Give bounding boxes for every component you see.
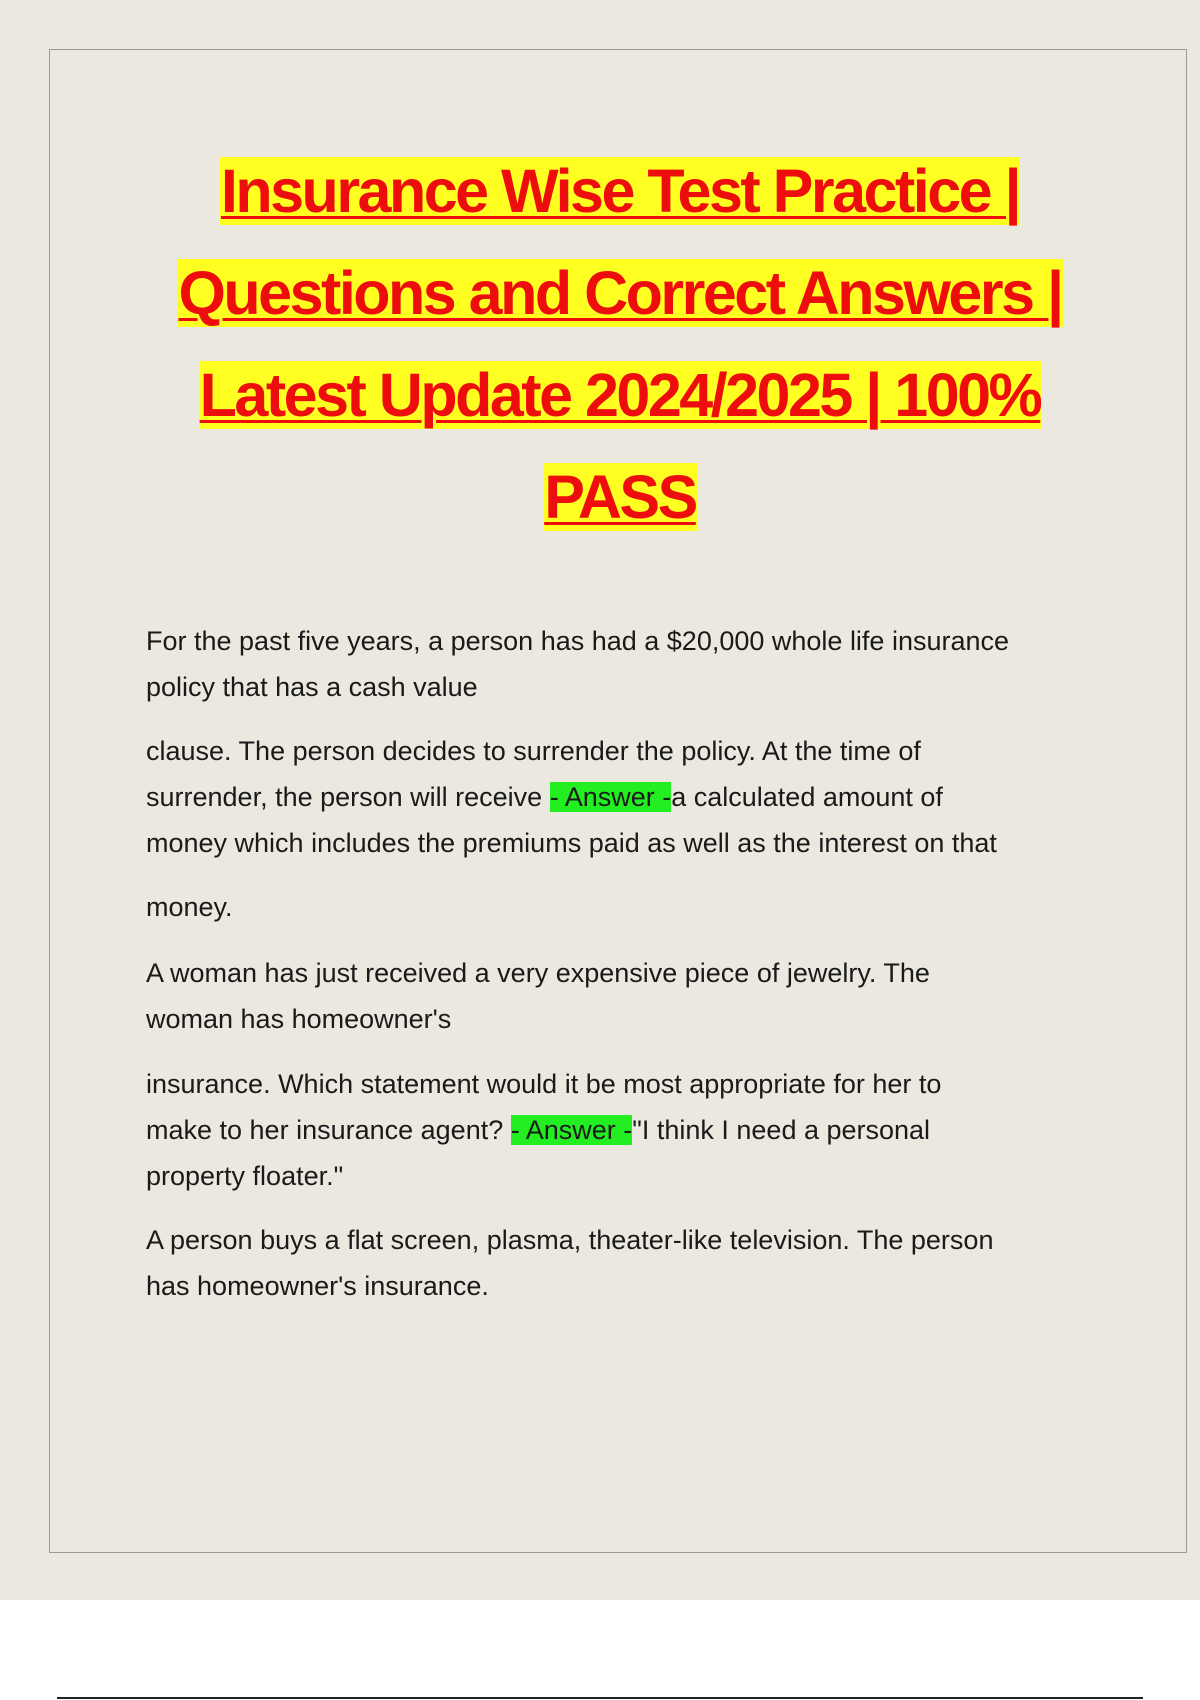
text-line: woman has homeowner's	[146, 1004, 452, 1034]
question-2-text	[146, 950, 1106, 1042]
document-title	[100, 140, 1140, 548]
text-line: property floater."	[146, 1161, 344, 1191]
text-line: policy that has a cash value	[146, 672, 478, 702]
title-line-1: Insurance Wise Test Practice |	[220, 157, 1020, 225]
footer-divider	[57, 1697, 1143, 1699]
text-line: surrender, the person will receive - Answer -a calculated amount of	[146, 782, 943, 812]
text-line: money.	[146, 892, 233, 922]
answer-highlight: - Answer -	[510, 1115, 633, 1145]
text-line: has homeowner's insurance.	[146, 1271, 489, 1301]
text-line: A person buys a flat screen, plasma, theater-like television. The person	[146, 1225, 994, 1255]
question-1-answer-text	[146, 728, 1106, 866]
text-line: insurance. Which statement would it be most appropriate for her to	[146, 1069, 942, 1099]
text-line: clause. The person decides to surrender the policy. At the time of	[146, 736, 921, 766]
title-line-4: PASS	[544, 463, 696, 531]
text-line: money which includes the premiums paid as well as the interest on that	[146, 828, 997, 858]
question-1-answer-end	[146, 884, 1106, 930]
question-2-answer-text	[146, 1061, 1106, 1199]
text-line: A woman has just received a very expensive piece of jewelry. The	[146, 958, 930, 988]
title-line-3: Latest Update 2024/2025 | 100%	[199, 361, 1041, 429]
text-line: For the past five years, a person has had a $20,000 whole life insurance	[146, 626, 1010, 656]
question-1-text	[146, 618, 1106, 710]
text-line: make to her insurance agent? - Answer -"I think I need a personal	[146, 1115, 931, 1145]
answer-highlight: - Answer -	[549, 782, 672, 812]
question-3-text	[146, 1217, 1106, 1309]
title-line-2: Questions and Correct Answers |	[178, 259, 1062, 327]
